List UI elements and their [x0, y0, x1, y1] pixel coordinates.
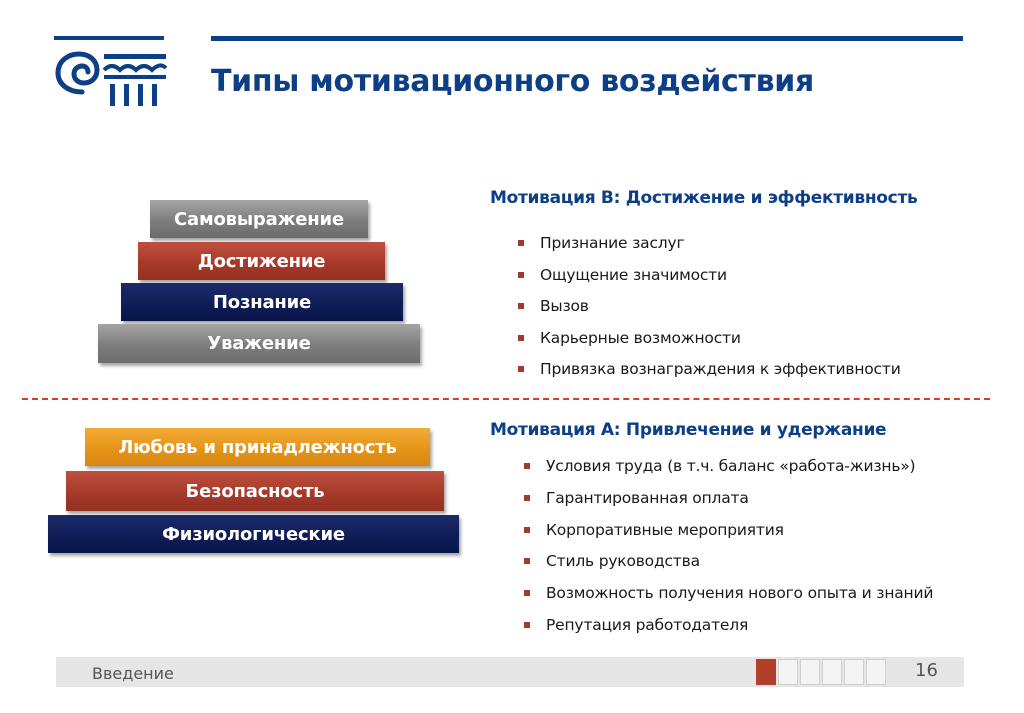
list-item — [518, 297, 901, 329]
section-divider — [22, 398, 990, 400]
bullet-icon — [524, 558, 530, 564]
list-item-text: Стиль руководства — [546, 552, 700, 570]
list-item-text: Гарантированная оплата — [546, 489, 749, 507]
list-item-text: Условия труда (в т.ч. баланс «работа-жизнь») — [546, 457, 916, 475]
bullet-icon — [524, 495, 530, 501]
list-item — [524, 489, 933, 521]
list-item — [524, 552, 933, 584]
list-item — [518, 329, 901, 360]
motivation-a-list — [524, 457, 933, 647]
list-item-text: Карьерные возможности — [540, 329, 741, 347]
progress-square — [800, 659, 820, 685]
motivation-b-heading: Мотивация В: Достижение и эффективность — [490, 188, 918, 208]
page-number: 16 — [915, 660, 938, 681]
pyramid-level-cognition: Познание — [121, 283, 403, 321]
bullet-icon — [518, 366, 524, 372]
logo-top-line — [54, 36, 164, 40]
progress-square — [778, 659, 798, 685]
bullet-icon — [518, 240, 524, 246]
bullet-icon — [524, 527, 530, 533]
pyramid-level-love-belonging: Любовь и принадлежность — [85, 428, 430, 466]
progress-square — [756, 659, 776, 685]
motivation-a-heading: Мотивация А: Привлечение и удержание — [490, 420, 887, 440]
list-item-text: Вызов — [540, 297, 589, 315]
bullet-icon — [524, 590, 530, 596]
list-item-text: Корпоративные мероприятия — [546, 521, 784, 539]
list-item — [524, 616, 933, 647]
list-item — [518, 266, 901, 297]
list-item — [524, 521, 933, 552]
page-title: Типы мотивационного воздействия — [211, 64, 814, 99]
pyramid-level-self-expression: Самовыражение — [150, 200, 368, 238]
bullet-icon — [518, 303, 524, 309]
list-item-text: Привязка вознаграждения к эффективности — [540, 360, 901, 378]
section-label: Введение — [92, 664, 174, 683]
list-item — [524, 584, 933, 616]
list-item — [518, 360, 901, 391]
bullet-icon — [524, 622, 530, 628]
motivation-b-list — [518, 234, 901, 391]
progress-square — [822, 659, 842, 685]
list-item — [524, 457, 933, 489]
header-rule — [211, 36, 963, 41]
list-item — [518, 234, 901, 266]
logo-icon — [52, 48, 168, 108]
bullet-icon — [524, 463, 530, 469]
progress-square — [866, 659, 886, 685]
list-item-text: Признание заслуг — [540, 234, 685, 252]
pyramid-level-respect: Уважение — [98, 324, 420, 363]
bullet-icon — [518, 335, 524, 341]
pyramid-level-physiological: Физиологические — [48, 515, 459, 553]
pyramid-level-safety: Безопасность — [66, 471, 444, 511]
pyramid-level-achievement: Достижение — [138, 242, 385, 280]
bullet-icon — [518, 272, 524, 278]
list-item-text: Репутация работодателя — [546, 616, 749, 634]
list-item-text: Возможность получения нового опыта и знаний — [546, 584, 934, 602]
progress-square — [844, 659, 864, 685]
list-item-text: Ощущение значимости — [540, 266, 727, 284]
